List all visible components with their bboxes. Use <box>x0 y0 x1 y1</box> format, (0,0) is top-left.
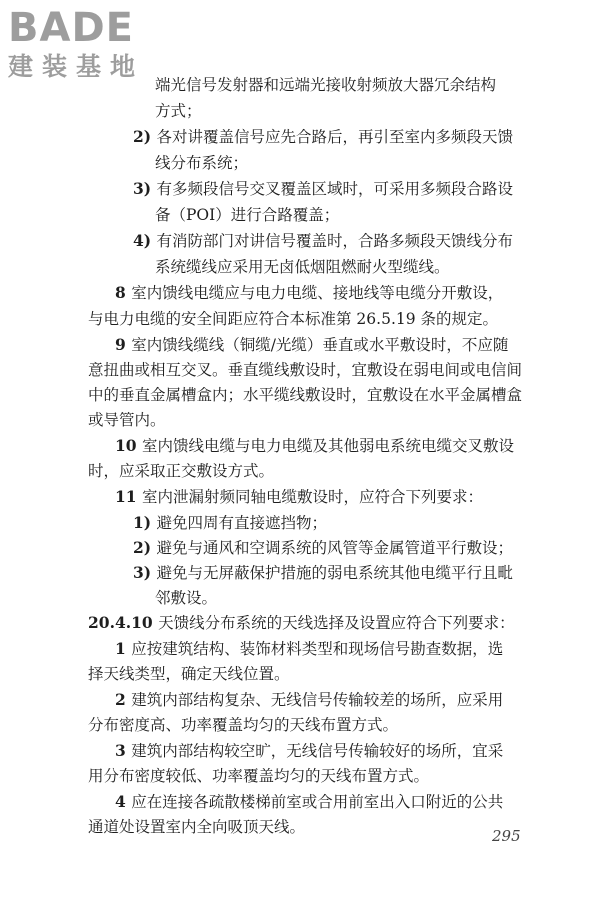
text-line <box>133 127 513 147</box>
clause-number: 20.4.10 <box>88 613 159 632</box>
text-line <box>88 817 305 837</box>
clause-number: 8 <box>115 283 132 302</box>
clause-text: 或导管内。 <box>88 411 166 429</box>
text-line <box>133 231 513 251</box>
clause-text: 有多频段信号交叉覆盖区域时，可采用多频段合路设 <box>156 180 514 198</box>
clause-number: 2) <box>133 538 157 557</box>
clause-text: 方式； <box>155 102 202 120</box>
clause-text: 线分布系统； <box>155 154 249 172</box>
logo-mark: BADE <box>8 5 134 51</box>
text-line <box>133 563 513 583</box>
text-line <box>88 385 522 405</box>
text-line <box>115 283 503 303</box>
text-line <box>115 690 503 710</box>
page-number: 295 <box>492 827 521 845</box>
text-line <box>155 588 217 608</box>
clause-text: 用分布密度较低、功率覆盖均匀的天线布置方式。 <box>88 767 430 785</box>
clause-text: 分布密度高、功率覆盖均匀的天线布置方式。 <box>88 716 399 734</box>
clause-text: 天馈线分布系统的天线选择及设置应符合下列要求： <box>158 614 515 632</box>
text-line <box>115 335 508 355</box>
clause-text: 应按建筑结构、装饰材料类型和现场信号勘查数据，选 <box>131 640 504 658</box>
text-line <box>155 101 202 121</box>
text-line <box>88 664 290 684</box>
clause-text: 室内馈线电缆应与电力电缆、接地线等电缆分开敷设， <box>131 284 504 302</box>
clause-text: 各对讲覆盖信号应先合路后，再引至室内多频段天馈 <box>156 128 514 146</box>
clause-text: 中的垂直金属槽盒内；水平缆线敷设时，宜敷设在水平金属槽盒 <box>88 386 523 404</box>
text-line <box>88 461 274 481</box>
text-line <box>88 410 166 430</box>
clause-number: 9 <box>115 335 132 354</box>
clause-text: 室内馈线电缆与电力电缆及其他弱电系统电缆交叉敷设 <box>141 437 514 455</box>
clause-text: 避免与通风和空调系统的风管等金属管道平行敷设； <box>156 539 514 557</box>
text-line <box>115 487 483 507</box>
clause-number: 2) <box>133 127 157 146</box>
clause-text: 系统缆线应采用无卤低烟阻燃耐火型缆线。 <box>155 258 450 276</box>
clause-text: 室内馈线缆线（铜缆/光缆）垂直或水平敷设时，不应随 <box>131 336 509 354</box>
clause-text: 建筑内部结构较空旷，无线信号传输较好的场所，宜采 <box>131 742 504 760</box>
clause-number: 4) <box>133 231 157 250</box>
clause-text: 应在连接各疏散楼梯前室或合用前室出入口附近的公共 <box>131 793 504 811</box>
clause-text: 与电力电缆的安全间距应符合本标准第 26.5.19 条的规定。 <box>88 310 499 328</box>
text-line <box>155 205 339 225</box>
clause-text: 时，应采取正交敷设方式。 <box>88 462 275 480</box>
text-line <box>133 538 513 558</box>
text-line <box>133 513 327 533</box>
clause-text: 备（POI）进行合路覆盖； <box>155 206 340 224</box>
text-line <box>115 741 503 761</box>
clause-text: 端光信号发射器和远端光接收射频放大器冗余结构 <box>155 76 497 94</box>
clause-text: 避免与无屏蔽保护措施的弱电系统其他电缆平行且毗 <box>156 564 514 582</box>
clause-number: 10 <box>115 436 142 455</box>
text-line <box>88 766 429 786</box>
text-line <box>115 639 503 659</box>
clause-number: 2 <box>115 690 132 709</box>
clause-text: 通道处设置室内全向吸顶天线。 <box>88 818 306 836</box>
clause-number: 1) <box>133 513 157 532</box>
clause-number: 1 <box>115 639 132 658</box>
logo-subtitle: 建装基地 <box>8 52 145 81</box>
clause-number: 4 <box>115 792 132 811</box>
text-line <box>133 179 513 199</box>
clause-number: 11 <box>115 487 142 506</box>
text-line <box>88 715 398 735</box>
text-line <box>155 257 450 277</box>
text-line <box>155 75 496 95</box>
text-line <box>88 613 515 633</box>
clause-text: 避免四周有直接遮挡物； <box>156 514 328 532</box>
text-line <box>155 153 248 173</box>
clause-text: 室内泄漏射频同轴电缆敷设时，应符合下列要求： <box>141 488 483 506</box>
clause-text: 择天线类型，确定天线位置。 <box>88 665 290 683</box>
clause-text: 建筑内部结构复杂、无线信号传输较差的场所，应采用 <box>131 691 504 709</box>
clause-text: 有消防部门对讲信号覆盖时，合路多频段天馈线分布 <box>156 232 514 250</box>
clause-text: 邻敷设。 <box>155 589 218 607</box>
clause-number: 3) <box>133 179 157 198</box>
clause-number: 3 <box>115 741 132 760</box>
clause-text: 意扭曲或相互交叉。垂直缆线敷设时，宜敷设在弱电间或电信间 <box>88 361 523 379</box>
bade-logo <box>8 6 178 82</box>
text-line <box>115 792 503 812</box>
clause-number: 3) <box>133 563 157 582</box>
text-line <box>88 309 498 329</box>
text-line <box>115 436 514 456</box>
text-line <box>88 360 522 380</box>
